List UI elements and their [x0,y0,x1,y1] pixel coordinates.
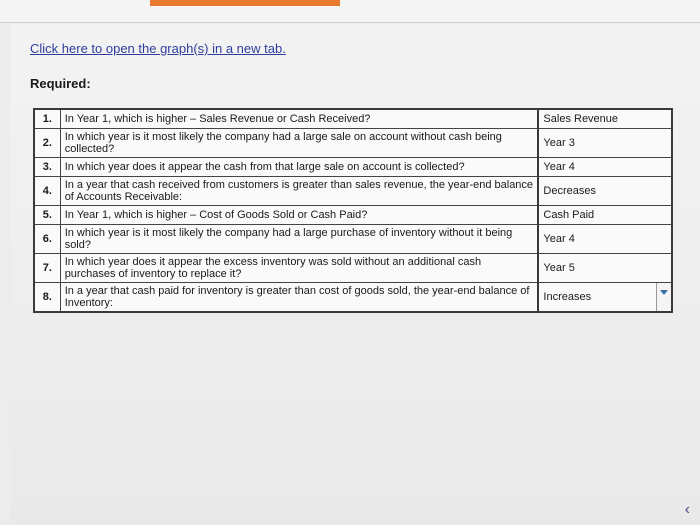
answer-value: Year 4 [543,233,575,245]
question-number: 8. [34,283,60,313]
answer-select-6[interactable] [538,225,672,254]
answer-value: Year 5 [543,262,575,274]
table-row [34,283,672,313]
table-row [34,129,672,158]
answer-value: Decreases [543,185,596,197]
answer-select-7[interactable] [538,254,672,283]
question-text: In a year that cash received from customers is greater than sales revenue, the year-end balance of Accounts Receivable: [60,177,538,206]
question-text: In a year that cash paid for inventory is greater than cost of goods sold, the year-end balance of Inventory: [60,283,538,313]
top-tab-indicator [150,0,340,6]
answer-select-1[interactable] [538,109,672,129]
answer-select-8[interactable] [538,283,672,313]
question-number: 3. [34,158,60,177]
answer-select-2[interactable] [538,129,672,158]
question-number: 2. [34,129,60,158]
question-text: In which year is it most likely the company had a large sale on account without cash being collected? [60,129,538,158]
answer-value: Increases [543,291,592,303]
question-text: In which year does it appear the cash from that large sale on account is collected? [60,158,538,177]
chevron-left-icon[interactable]: ‹ [684,501,690,518]
question-number: 7. [34,254,60,283]
questions-table [33,108,673,313]
question-text: In which year does it appear the excess inventory was sold without an additional cash purchases of inventory to replace it? [60,254,538,283]
answer-select-5[interactable] [538,206,672,225]
required-heading: Required: [30,76,91,91]
table-row [34,177,672,206]
question-number: 6. [34,225,60,254]
question-number: 5. [34,206,60,225]
question-number: 4. [34,177,60,206]
table-row [34,254,672,283]
answer-select-3[interactable] [538,158,672,177]
question-text: In which year is it most likely the company had a large purchase of inventory without it being sold? [60,225,538,254]
top-strip [0,0,700,23]
open-graph-link[interactable]: Click here to open the graph(s) in a new tab. [30,41,286,56]
answer-value: Year 3 [543,137,575,149]
answer-value: Year 4 [543,161,575,173]
table-row [34,225,672,254]
chevron-down-icon [660,290,668,295]
table-row [34,109,672,129]
answer-select-4[interactable] [538,177,672,206]
answer-value: Cash Paid [543,209,595,221]
question-number: 1. [34,109,60,129]
table-row [34,206,672,225]
table-row [34,158,672,177]
question-text: In Year 1, which is higher – Sales Revenue or Cash Received? [60,109,538,129]
question-text: In Year 1, which is higher – Cost of Goods Sold or Cash Paid? [60,206,538,225]
dropdown-arrow-button[interactable] [656,283,671,311]
answer-value: Sales Revenue [543,113,619,125]
